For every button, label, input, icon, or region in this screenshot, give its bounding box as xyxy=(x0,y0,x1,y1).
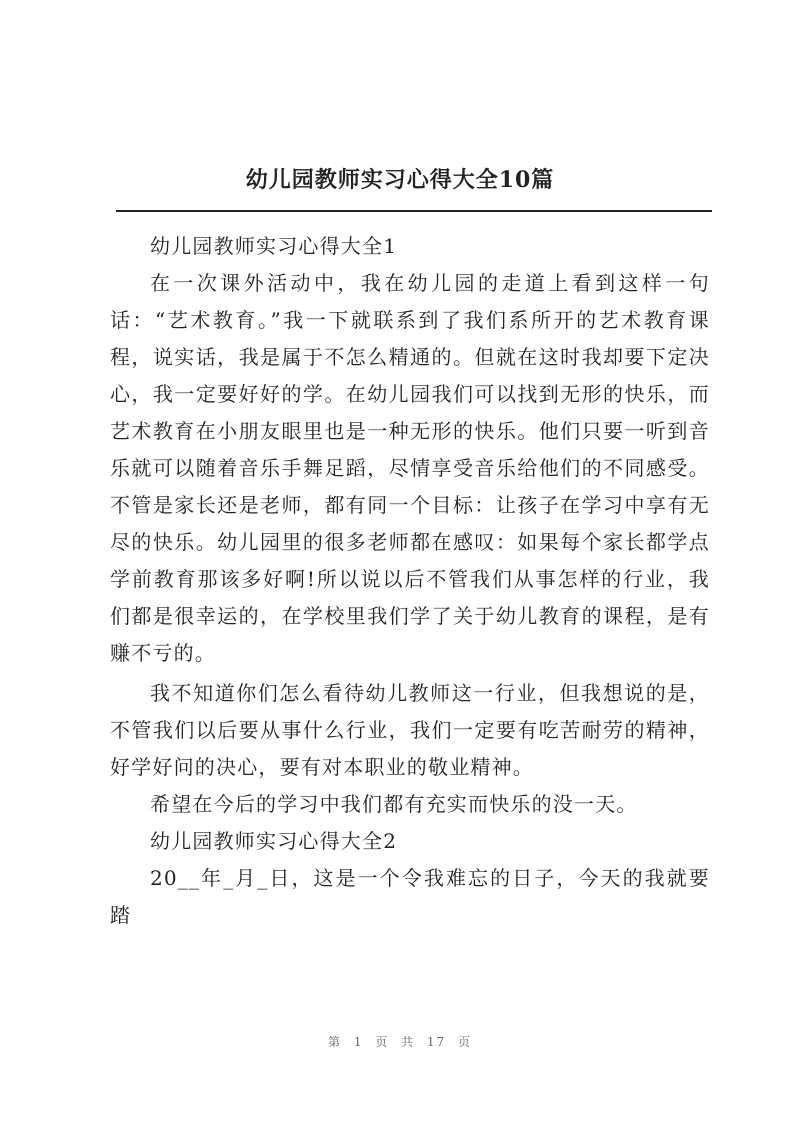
body-paragraph: 我不知道你们怎么看待幼儿教师这一行业，但我想说的是，不管我们以后要从事什么行业，我们一定要有吃苦耐劳的精神，好学好问的决心，要有对本职业的敬业精神。 xyxy=(110,681,710,779)
section-heading: 幼儿园教师实习心得大全2 xyxy=(150,829,398,853)
document-body xyxy=(110,228,710,934)
title-divider xyxy=(116,210,712,212)
page-footer: 第 1 页 共 17 页 xyxy=(328,1035,472,1049)
body-paragraph: 20__年_月_日，这是一个令我难忘的日子，今天的我就要踏 xyxy=(110,866,710,927)
body-paragraph: 希望在今后的学习中我们都有充实而快乐的没一天。 xyxy=(150,792,638,816)
document-title: 幼儿园教师实习心得大全10篇 xyxy=(245,167,555,193)
section-heading: 幼儿园教师实习心得大全1 xyxy=(150,234,398,258)
body-paragraph: 在一次课外活动中，我在幼儿园的走道上看到这样一句话：“艺术教育。”我一下就联系到了我们系所开的艺术教育课程，说实话，我是属于不怎么精通的。但就在这时我却要下定决心，我一定要好好的学。在幼儿园我们可以找到无形的快乐，而艺术教育在小朋友眼里也是一种无形的快乐。他们只要一听到音乐就可以随着音乐手舞足蹈，尽情享受音乐给他们的不同感受。不管是家长还是老师，都有同一个目标：让孩子在学习中享有无尽的快乐。幼儿园里的很多老师都在感叹：如果每个家长都学点学前教育那该多好啊!所以说以后不管我们从事怎样的行业，我们都是很幸运的，在学校里我们学了关于幼儿教育的课程，是有赚不亏的。 xyxy=(110,271,710,665)
